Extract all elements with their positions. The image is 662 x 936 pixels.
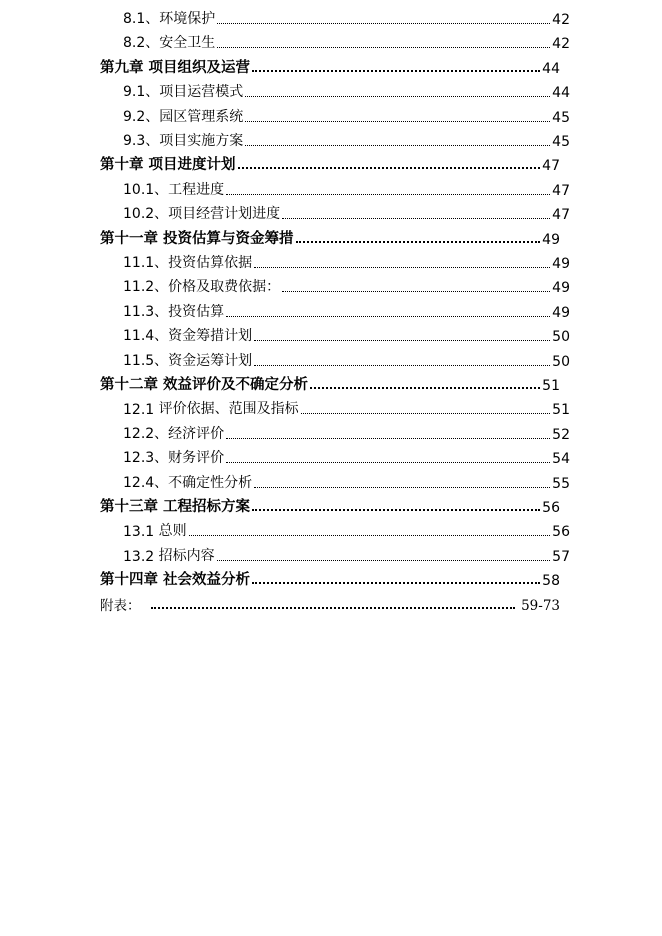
toc-entry-number: 11.3、 <box>123 303 169 320</box>
toc-dot-leader <box>282 218 550 219</box>
toc-entry-title: 项目进度计划 <box>143 157 236 174</box>
toc-entry-number: 第十三章 <box>100 499 158 515</box>
toc-chapter-entry[interactable] <box>100 55 560 77</box>
toc-page-number: 58 <box>542 573 560 590</box>
toc-entry-number: 附表： <box>100 597 141 614</box>
toc-page-number: 59-73 <box>521 597 560 614</box>
toc-chapter-entry[interactable] <box>100 152 560 174</box>
toc-dot-leader <box>282 291 550 292</box>
toc-page-number: 44 <box>552 85 570 102</box>
toc-entry-number: 8.2、 <box>123 35 160 52</box>
toc-page-number: 52 <box>552 426 570 443</box>
toc-section-entry[interactable] <box>123 177 570 199</box>
toc-page-number: 56 <box>542 500 560 516</box>
toc-page-number: 57 <box>552 548 570 565</box>
toc-section-entry[interactable] <box>123 30 570 52</box>
toc-section-entry[interactable] <box>123 104 570 126</box>
toc-page-number: 54 <box>552 451 570 468</box>
toc-entry-number: 12.3、 <box>123 450 169 467</box>
toc-entry-number: 8.1、 <box>123 11 160 27</box>
toc-dot-leader <box>254 365 550 366</box>
toc-chapter-entry[interactable] <box>100 372 560 394</box>
toc-page-number: 47 <box>542 158 560 175</box>
toc-dot-leader <box>252 70 540 72</box>
toc-entry-title: 总则 <box>158 523 187 540</box>
toc-dot-leader <box>254 340 550 341</box>
toc-dot-leader <box>226 316 550 317</box>
toc-dot-leader <box>310 387 540 389</box>
toc-section-entry[interactable] <box>123 348 570 370</box>
toc-page-number: 50 <box>552 353 570 370</box>
toc-dot-leader <box>254 267 550 268</box>
toc-section-entry[interactable] <box>123 396 570 418</box>
toc-dot-leader <box>151 607 516 609</box>
toc-section-entry[interactable] <box>123 128 570 150</box>
toc-section-entry[interactable] <box>123 543 570 565</box>
toc-section-entry[interactable] <box>123 518 570 540</box>
toc-entry-number: 9.3、 <box>123 133 160 149</box>
toc-entry-number: 9.1、 <box>123 84 160 101</box>
toc-entry-number: 12.2、 <box>123 425 169 442</box>
toc-entry-title: 价格及取费依据： <box>168 279 281 296</box>
toc-entry-title: 项目实施方案 <box>159 133 244 149</box>
toc-dot-leader <box>189 535 551 536</box>
toc-dot-leader <box>245 96 550 97</box>
toc-page-number: 49 <box>552 256 570 272</box>
toc-entry-title: 经济评价 <box>168 425 225 442</box>
toc-section-entry[interactable] <box>123 79 570 101</box>
toc-entry-title: 招标内容 <box>158 547 215 564</box>
toc-page-number: 51 <box>552 402 570 419</box>
toc-entry-number: 11.5、 <box>123 352 169 369</box>
toc-page-number: 49 <box>552 304 570 321</box>
toc-section-entry[interactable] <box>123 445 570 467</box>
toc-dot-leader <box>245 121 550 122</box>
toc-dot-leader <box>296 241 541 243</box>
toc-chapter-entry[interactable] <box>100 226 560 248</box>
toc-entry-number: 10.1、 <box>123 181 169 198</box>
toc-entry-title: 环境保护 <box>159 11 216 27</box>
toc-entry-title: 工程进度 <box>168 181 225 198</box>
toc-dot-leader <box>301 413 551 414</box>
toc-entry-title: 园区管理系统 <box>159 108 244 125</box>
toc-entry-number: 11.4、 <box>123 328 169 345</box>
toc-page-number: 49 <box>542 231 560 248</box>
toc-section-entry[interactable] <box>123 299 570 321</box>
toc-section-entry[interactable] <box>123 274 570 296</box>
toc-section-entry[interactable] <box>123 421 570 443</box>
toc-page-number: 44 <box>542 60 560 77</box>
toc-dot-leader <box>226 462 550 463</box>
toc-dot-leader <box>238 167 541 169</box>
toc-page-number: 42 <box>552 12 570 28</box>
toc-entry-title: 安全卫生 <box>159 35 216 52</box>
toc-section-entry[interactable] <box>123 323 570 345</box>
toc-page-number: 42 <box>552 36 570 53</box>
toc-dot-leader <box>226 194 550 195</box>
toc-dot-leader <box>252 582 540 584</box>
toc-entry-title: 项目运营模式 <box>159 84 244 101</box>
toc-entry-title: 资金筹措计划 <box>168 328 253 345</box>
toc-entry-number: 第十四章 <box>100 572 158 589</box>
toc-entry-title: 投资估算依据 <box>168 255 253 271</box>
toc-page-number: 49 <box>552 280 570 297</box>
toc-page-number: 45 <box>552 134 570 150</box>
toc-entry-number: 第九章 <box>100 59 144 76</box>
toc-entry-title: 投资估算 <box>168 303 225 320</box>
toc-dot-leader <box>226 438 550 439</box>
toc-entry-number: 第十一章 <box>100 230 158 247</box>
toc-dot-leader <box>252 509 540 511</box>
toc-section-entry[interactable] <box>123 470 570 492</box>
toc-entry-number: 13.2 <box>123 548 159 565</box>
toc-entry-title: 资金运筹计划 <box>168 352 253 369</box>
toc-entry-title: 社会效益分析 <box>158 572 251 589</box>
toc-entry-title: 财务评价 <box>168 450 225 467</box>
toc-dot-leader <box>245 145 550 146</box>
toc-dot-leader <box>217 47 550 48</box>
toc-entry-title: 项目组织及运营 <box>143 59 251 76</box>
toc-entry-number: 11.1、 <box>123 255 169 271</box>
toc-section-entry[interactable] <box>123 250 570 272</box>
toc-entry-number: 13.1 <box>123 524 159 541</box>
toc-entry-number: 10.2、 <box>123 206 169 223</box>
toc-section-entry[interactable] <box>123 201 570 223</box>
toc-chapter-entry[interactable] <box>100 567 560 589</box>
toc-entry-title: 项目经营计划进度 <box>168 206 281 223</box>
toc-section-entry[interactable] <box>123 6 570 28</box>
toc-page-number: 47 <box>552 207 570 224</box>
toc-entry-title: 投资估算与资金筹措 <box>158 230 294 247</box>
toc-page-number: 55 <box>552 475 570 492</box>
toc-entry-title: 工程招标方案 <box>158 499 251 515</box>
toc-dot-leader <box>254 487 550 488</box>
toc-page-number: 47 <box>552 182 570 199</box>
toc-entry-title: 不确定性分析 <box>168 474 253 491</box>
toc-page-number: 56 <box>552 524 570 541</box>
toc-page-number: 45 <box>552 109 570 126</box>
toc-entry-number: 第十章 <box>100 157 144 174</box>
toc-entry-number: 11.2、 <box>123 279 169 296</box>
toc-entry-title: 效益评价及不确定分析 <box>158 377 309 393</box>
toc-entry-number: 12.1 <box>123 402 159 419</box>
toc-page-number: 50 <box>552 329 570 346</box>
toc-page-number: 51 <box>542 378 560 394</box>
toc-entry-number: 第十二章 <box>100 377 158 393</box>
toc-entry-number: 9.2、 <box>123 108 160 125</box>
toc-dot-leader <box>217 23 550 24</box>
toc-entry-number: 12.4、 <box>123 474 169 491</box>
toc-entry-title: 评价依据、范围及指标 <box>158 401 299 418</box>
toc-chapter-entry[interactable] <box>100 494 560 516</box>
toc-dot-leader <box>217 560 551 561</box>
toc-appendix-entry[interactable] <box>100 592 560 614</box>
